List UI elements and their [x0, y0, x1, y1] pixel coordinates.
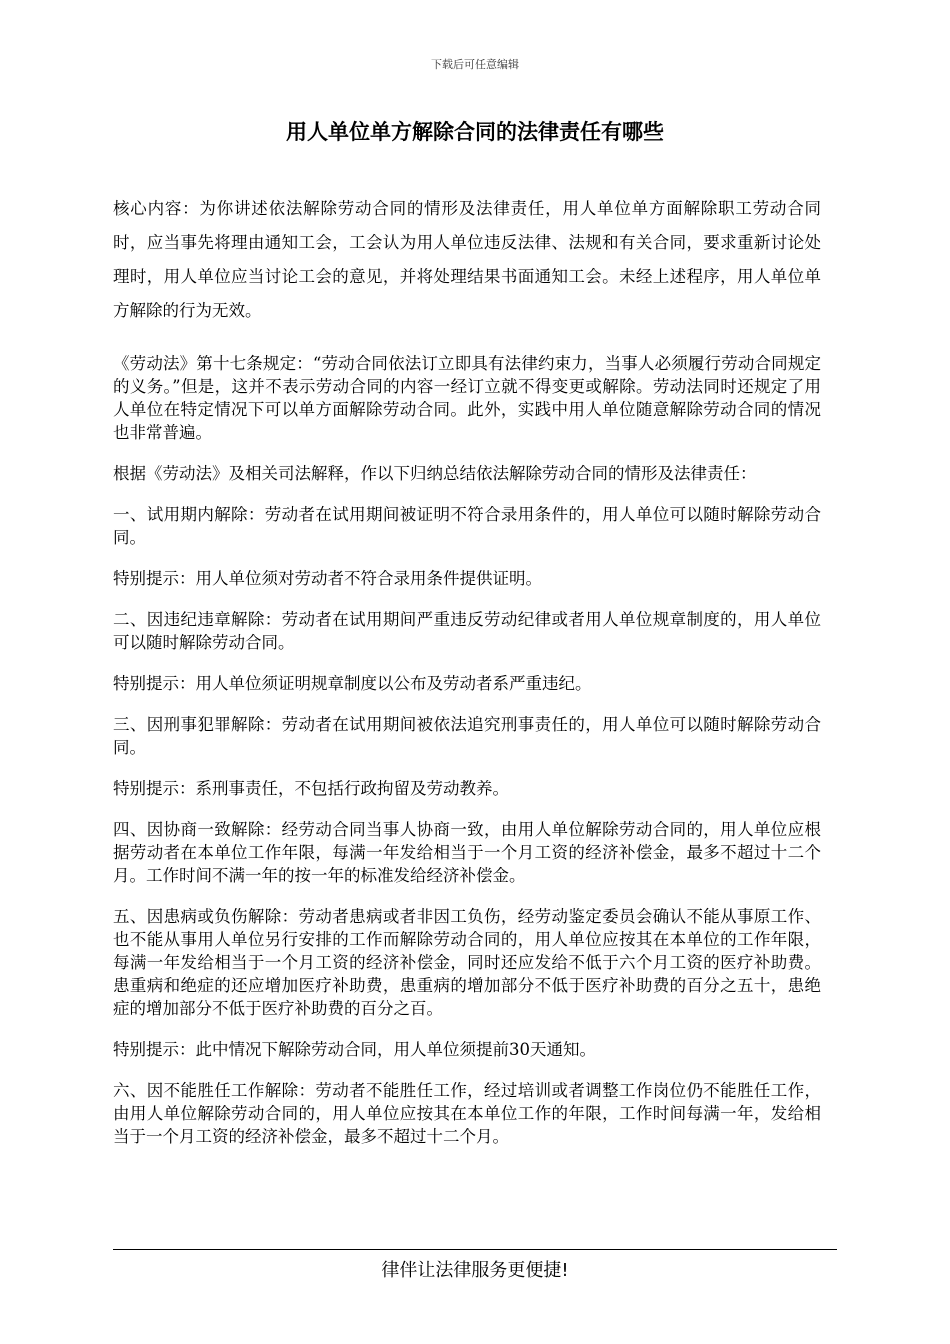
document-body — [113, 192, 821, 1148]
paragraph-item-4: 四、因协商一致解除：经劳动合同当事人协商一致，由用人单位解除劳动合同的，用人单位应根据劳动者在本单位工作年限，每满一年发给相当于一个月工资的经济补偿金，最多不超过十二个月。工作时间不满一年的按一年的标准发给经济补偿金。 — [113, 820, 821, 885]
header-note: 下载后可任意编辑 — [431, 58, 519, 71]
paragraph-item-6: 六、因不能胜任工作解除：劳动者不能胜任工作，经过培训或者调整工作岗位仍不能胜任工作，由用人单位解除劳动合同的，用人单位应按其在本单位工作的年限，工作时间每满一年，发给相当于一个月工资的经济补偿金，最多不超过十二个月。 — [113, 1081, 821, 1146]
paragraph-item-2: 二、因违纪违章解除：劳动者在试用期间严重违反劳动纪律或者用人单位规章制度的，用人单位可以随时解除劳动合同。 — [113, 610, 821, 652]
paragraph-note-1: 特别提示：用人单位须对劳动者不符合录用条件提供证明。 — [113, 569, 542, 588]
document-title: 用人单位单方解除合同的法律责任有哪些 — [286, 120, 664, 144]
paragraph-item-1: 一、试用期内解除：劳动者在试用期间被证明不符合录用条件的，用人单位可以随时解除劳动合同。 — [113, 505, 821, 547]
paragraph-item-5: 五、因患病或负伤解除：劳动者患病或者非因工负伤，经劳动鉴定委员会确认不能从事原工作、也不能从事用人单位另行安排的工作而解除劳动合同的，用人单位应按其在本单位的工作年限，每满一年发给相当于一个月工资的经济补偿金，同时还应发给不低于六个月工资的医疗补助费。患重病和绝症的还应增加医疗补助费，患重病的增加部分不低于医疗补助费的百分之五十，患绝症的增加部分不低于医疗补助费的百分之百。 — [113, 907, 821, 1018]
paragraph-note-2: 特别提示：用人单位须证明规章制度以公布及劳动者系严重违纪。 — [113, 674, 592, 693]
paragraph-item-3: 三、因刑事犯罪解除：劳动者在试用期间被依法追究刑事责任的，用人单位可以随时解除劳动合同。 — [113, 715, 821, 757]
paragraph-core-content: 核心内容：为你讲述依法解除劳动合同的情形及法律责任，用人单位单方面解除职工劳动合同时，应当事先将理由通知工会，工会认为用人单位违反法律、法规和有关合同，要求重新讨论处理时，用人单位应当讨论工会的意见，并将处理结果书面通知工会。未经上述程序，用人单位单方解除的行为无效。 — [113, 199, 821, 320]
footer-slogan: 律伴让法律服务更便捷! — [381, 1260, 569, 1281]
footer-divider — [113, 1249, 837, 1250]
paragraph-note-3: 特别提示：系刑事责任，不包括行政拘留及劳动教养。 — [113, 779, 509, 798]
paragraph-note-5: 特别提示：此中情况下解除劳动合同，用人单位须提前30天通知。 — [113, 1040, 596, 1059]
paragraph-summary-intro: 根据《劳动法》及相关司法解释，作以下归纳总结依法解除劳动合同的情形及法律责任： — [113, 464, 757, 483]
paragraph-labor-law-article-17: 《劳动法》第十七条规定：“劳动合同依法订立即具有法律约束力，当事人必须履行劳动合同规定的义务。”但是，这并不表示劳动合同的内容一经订立就不得变更或解除。劳动法同时还规定了用人单位在特定情况下可以单方面解除劳动合同。此外，实践中用人单位随意解除劳动合同的情况也非常普遍。 — [113, 354, 821, 442]
